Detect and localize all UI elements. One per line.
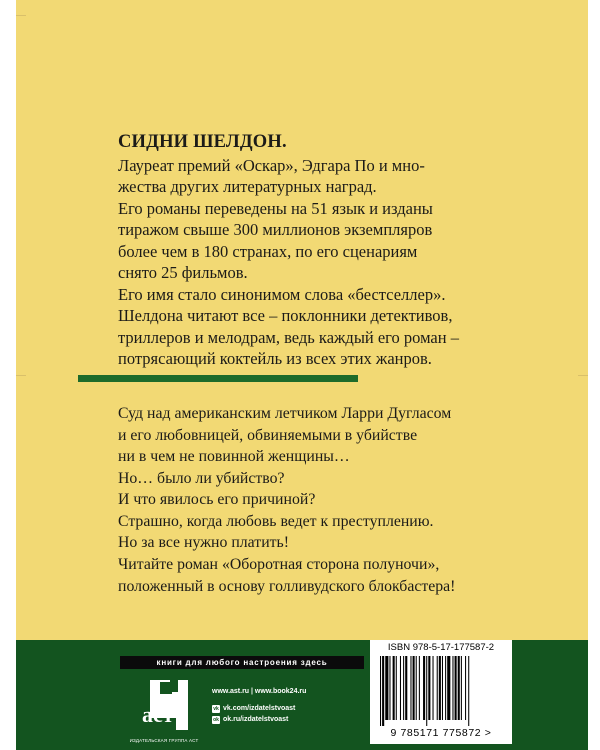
websites-text[interactable]: www.ast.ru | www.book24.ru (212, 688, 307, 695)
barcode-bar (403, 656, 404, 720)
barcode-bar (437, 656, 438, 720)
barcode-bar (455, 656, 457, 720)
isbn-barcode-box (370, 640, 512, 744)
blurb-line: и его любовницей, обвиняемыми в убийстве (118, 426, 418, 444)
barcode-bar (445, 656, 446, 720)
barcode-digits: 9 785171 775872 > (390, 727, 492, 739)
barcode-bar (423, 656, 425, 720)
barcode-bar (382, 656, 384, 726)
blurb-line: Страшно, когда любовь ведет к преступлению. (118, 512, 434, 530)
barcode-bar (452, 656, 453, 720)
barcode-bar (447, 656, 450, 720)
bio-line: Лауреат премий «Оскар», Эдгара По и мно- (118, 155, 425, 175)
author-bio (118, 132, 498, 370)
barcode-bar (389, 656, 390, 720)
websites-row (212, 686, 306, 697)
blurb-line: И что явилось его причиной? (118, 491, 316, 508)
barcode-bar (380, 656, 381, 726)
social-row-vk (212, 703, 306, 714)
promo-line: положенный в основу голливудского блокбастера! (118, 577, 456, 595)
blurb-line: ни в чем не повинной женщины… (118, 448, 350, 465)
barcode-bar (465, 656, 466, 720)
publisher-caption: ИЗДАТЕЛЬСКАЯ ГРУППА АСТ (129, 738, 199, 743)
isbn-label: ISBN 978-5-17-177587-2 (387, 642, 495, 653)
publisher-logo-text: аст (142, 702, 174, 727)
bio-line: тиражом свыше 300 миллионов экземпляров (118, 220, 433, 239)
blurb-line: Но за все нужно платить! (118, 534, 290, 551)
bio-line: Шелдона читают все – поклонники детективов, (118, 306, 453, 325)
bio-line: снято 25 фильмов. (118, 263, 248, 282)
barcode-bar (468, 656, 469, 726)
barcode-bar (416, 656, 417, 720)
bio-line: Его имя стало синонимом слова «бестселлер». (118, 284, 446, 304)
barcode-bar (461, 656, 462, 720)
barcode-bar (410, 656, 411, 720)
publisher-logo (130, 672, 200, 738)
blurb-line: Суд над американским летчиком Ларри Дугласом (118, 405, 452, 422)
barcode-bar (393, 656, 395, 720)
book-back-cover (16, 0, 588, 750)
crop-mark (578, 375, 588, 376)
barcode-bar (442, 656, 443, 720)
tagline-banner: книги для любого настроения здесь (120, 656, 364, 669)
ok-icon: ok (213, 716, 219, 723)
barcode-bar (385, 656, 388, 720)
bio-line: потрясающий коктейль из всех этих жанров. (118, 349, 432, 368)
barcode-bar (419, 656, 420, 720)
plot-blurb (118, 403, 518, 554)
barcode-bar (396, 656, 397, 720)
crop-mark (16, 15, 26, 16)
ok-link[interactable]: ok.ru/izdatelstvoast (223, 716, 289, 723)
bio-line: триллеров и мелодрам, ведь каждый его роман – (118, 327, 459, 347)
barcode-bar (439, 656, 441, 720)
blurb-line: Но… было ли убийство? (118, 469, 285, 487)
barcode-bar (413, 656, 415, 720)
vk-link[interactable]: vk.com/izdatelstvoast (223, 705, 296, 712)
publisher-footer (16, 640, 588, 750)
crop-mark (16, 375, 26, 376)
barcode-bar (433, 656, 434, 720)
barcode-bar (400, 656, 401, 720)
bio-line: Его романы переведены на 51 язык и изданы (118, 198, 433, 218)
barcode-image (380, 656, 502, 726)
author-name: СИДНИ ШЕЛДОН. (118, 132, 287, 152)
promo-text (118, 554, 538, 597)
bio-line: более чем в 180 странах, по его сценариям (118, 241, 418, 261)
vk-icon: vk (213, 705, 219, 712)
barcode-bar (458, 656, 460, 720)
barcode-bar (428, 656, 430, 720)
publisher-links (212, 686, 306, 725)
barcode-bar (426, 656, 427, 726)
barcode-bar (405, 656, 407, 720)
bio-line: жества других литературных наград. (118, 177, 377, 196)
social-row-ok (212, 714, 306, 725)
section-divider (78, 375, 358, 382)
promo-line: Читайте роман «Оборотная сторона полуночи», (118, 556, 440, 573)
